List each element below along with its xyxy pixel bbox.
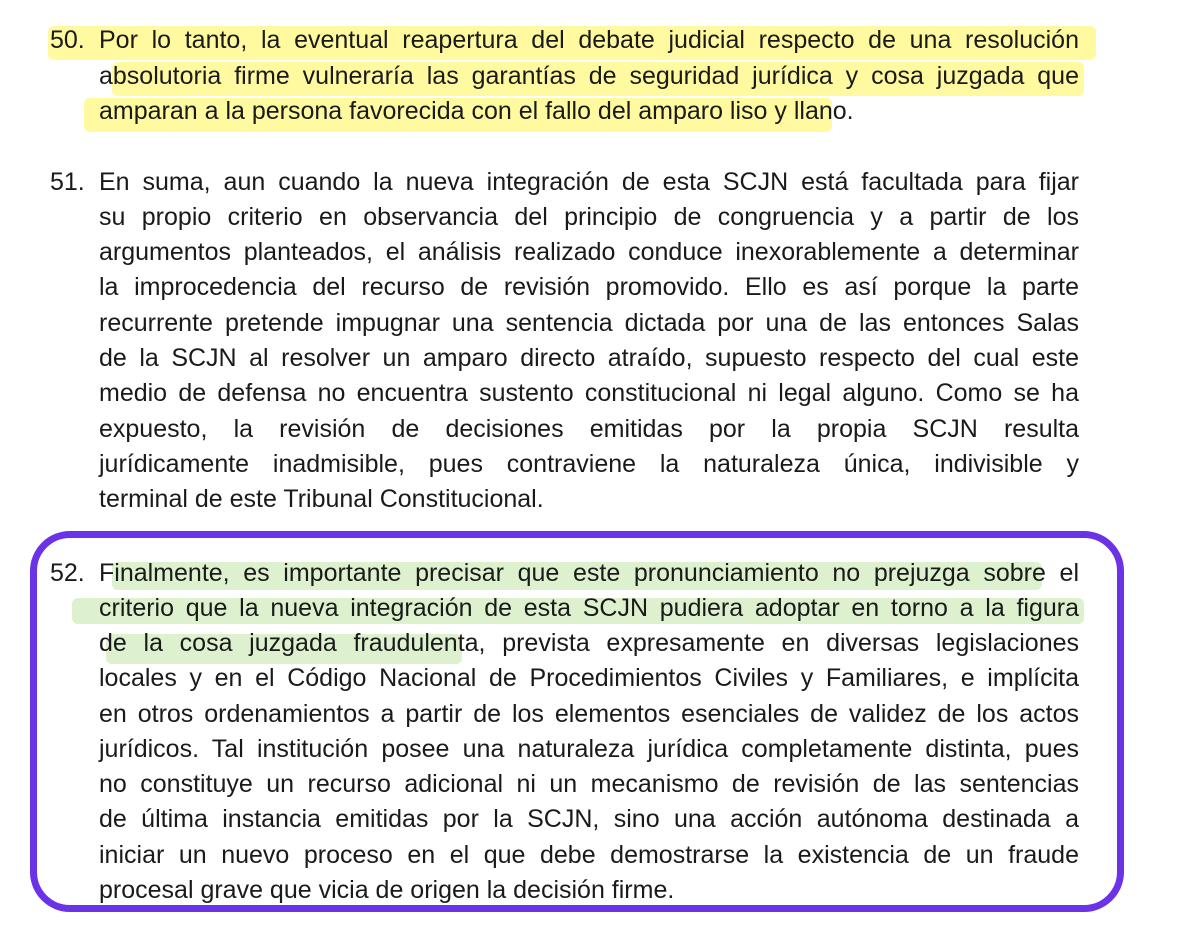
paragraph-line: no constituye un recurso adicional ni un mecanismo de revisión de las sentencias xyxy=(99,770,1079,798)
paragraph-line: locales y en el Código Nacional de Procedimientos Civiles y Familiares, e implícita xyxy=(99,664,1079,692)
paragraph-line: argumentos planteados, el análisis realizado conduce inexorablemente a determinar xyxy=(99,238,1079,266)
paragraph-line: recurrente pretende impugnar una sentencia dictada por una de las entonces Salas xyxy=(99,309,1079,337)
paragraph-line: criterio que la nueva integración de esta SCJN pudiera adoptar en torno a la figura xyxy=(99,594,1079,622)
paragraph-line: jurídicamente inadmisible, pues contraviene la naturaleza única, indivisible y xyxy=(99,450,1079,478)
paragraph-line: expuesto, la revisión de decisiones emitidas por la propia SCJN resulta xyxy=(99,415,1079,443)
paragraph-line: la improcedencia del recurso de revisión promovido. Ello es así porque la parte xyxy=(99,273,1079,301)
paragraph-line: procesal grave que vicia de origen la decisión firme. xyxy=(99,876,675,904)
paragraph-number: 52. xyxy=(50,559,85,587)
paragraph-line: absolutoria firme vulneraría las garantías de seguridad jurídica y cosa juzgada que xyxy=(99,62,1079,90)
paragraph-line: en otros ordenamientos a partir de los elementos esenciales de validez de los actos xyxy=(99,700,1079,728)
paragraph-line: En suma, aun cuando la nueva integración de esta SCJN está facultada para fijar xyxy=(99,168,1079,196)
paragraph-line: medio de defensa no encuentra sustento constitucional ni legal alguno. Como se ha xyxy=(99,379,1079,407)
paragraph-line: jurídicos. Tal institución posee una naturaleza jurídica completamente distinta, pues xyxy=(99,735,1079,763)
paragraph-line: de última instancia emitidas por la SCJN, sino una acción autónoma destinada a xyxy=(99,805,1079,833)
paragraph-line: terminal de este Tribunal Constitucional. xyxy=(99,485,544,513)
paragraph-line: iniciar un nuevo proceso en el que debe demostrarse la existencia de un fraude xyxy=(99,841,1079,869)
paragraph-line: Por lo tanto, la eventual reapertura del debate judicial respecto de una resolución xyxy=(99,26,1079,54)
paragraph-line: amparan a la persona favorecida con el fallo del amparo liso y llano. xyxy=(99,97,854,125)
paragraph-line: de la cosa juzgada fraudulenta, prevista expresamente en diversas legislaciones xyxy=(99,629,1079,657)
paragraph-number: 50. xyxy=(50,26,85,54)
paragraph-line: Finalmente, es importante precisar que este pronunciamiento no prejuzga sobre el xyxy=(99,559,1079,587)
paragraph-line: su propio criterio en observancia del principio de congruencia y a partir de los xyxy=(99,203,1079,231)
paragraph-line: de la SCJN al resolver un amparo directo atraído, supuesto respecto del cual este xyxy=(99,344,1079,372)
paragraph-number: 51. xyxy=(50,168,85,196)
